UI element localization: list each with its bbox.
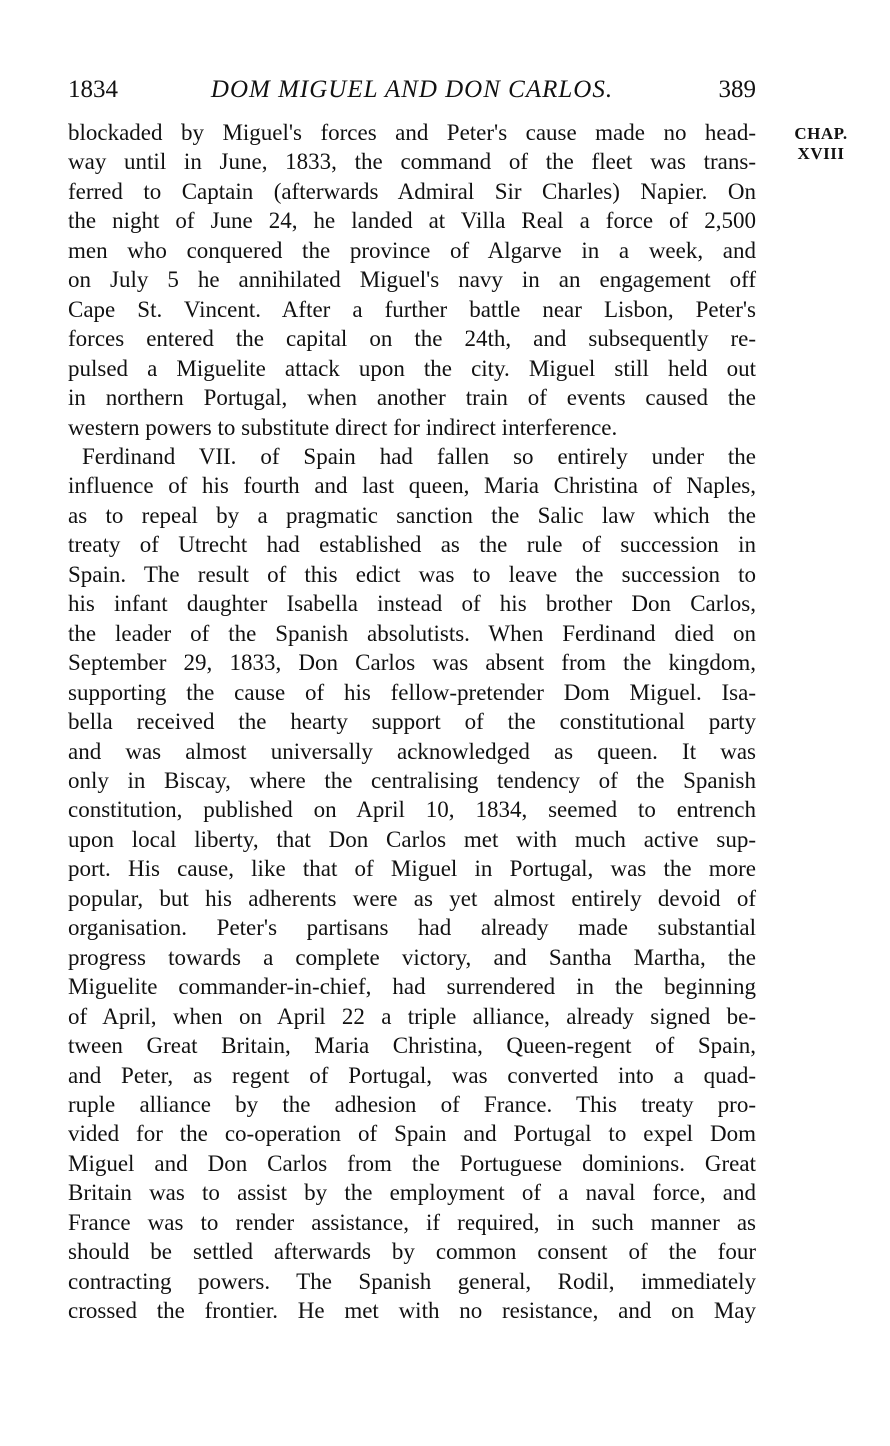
paragraph [68,442,756,1326]
chapter-margin-note [771,124,871,164]
text-line: port. His cause, like that of Miguel in Portugal, was the more [68,856,756,882]
text-line: forces entered the capital on the 24th, and subsequently re- [68,326,756,352]
text-line: Britain was to assist by the employment of a naval force, and [68,1180,756,1206]
text-line: Miguelite commander-in-chief, had surrendered in the beginning [68,974,756,1000]
text-line: only in Biscay, where the centralising tendency of the Spanish [68,767,756,793]
paragraph [68,118,756,442]
text-line: and was almost universally acknowledged as queen. It was [68,738,756,764]
running-title: DOM MIGUEL AND DON CARLOS. [210,76,614,103]
page-header [68,70,756,110]
text-line: the night of June 24, he landed at Villa Real a force of 2,500 [68,208,756,234]
text-line: Ferdinand VII. of Spain had fallen so entirely under the [82,443,756,469]
text-line: treaty of Utrecht had established as the rule of succession in [68,532,756,558]
header-year: 1834 [68,76,118,103]
text-line: France was to render assistance, if required, in such manner as [68,1209,756,1235]
text-line: ruple alliance by the adhesion of France. This treaty pro- [68,1091,756,1117]
text-line: western powers to substitute direct for indirect interference. [68,414,618,440]
text-line: progress towards a complete victory, and Santha Martha, the [68,944,756,970]
text-line: upon local liberty, that Don Carlos met with much active sup- [68,826,756,852]
text-line: his infant daughter Isabella instead of his brother Don Carlos, [68,591,756,617]
text-line: men who conquered the province of Algarve in a week, and [68,237,756,263]
text-line: of April, when on April 22 a triple alliance, already signed be- [68,1003,756,1029]
text-line: pulsed a Miguelite attack upon the city. Miguel still held out [68,355,756,381]
text-line: ferred to Captain (afterwards Admiral Sir Charles) Napier. On [68,178,756,204]
text-line: as to repeal by a pragmatic sanction the Salic law which the [68,502,756,528]
chapter-number: XVIII [797,144,845,163]
text-line: bella received the hearty support of the constitutional party [68,709,756,735]
body-text [68,118,756,1326]
text-line: vided for the co-operation of Spain and Portugal to expel Dom [68,1121,756,1147]
text-line: Spain. The result of this edict was to leave the succession to [68,561,756,587]
text-line: September 29, 1833, Don Carlos was absent from the kingdom, [68,650,756,676]
text-line: the leader of the Spanish absolutists. When Ferdinand died on [68,620,756,646]
chapter-label: CHAP. [794,124,848,143]
text-line: should be settled afterwards by common consent of the four [68,1239,756,1265]
text-line: influence of his fourth and last queen, Maria Christina of Naples, [68,473,756,499]
text-line: Miguel and Don Carlos from the Portuguese dominions. Great [68,1150,756,1176]
text-line: popular, but his adherents were as yet almost entirely devoid of [68,885,756,911]
text-line: organisation. Peter's partisans had already made substantial [68,915,756,941]
page-number: 389 [718,76,756,103]
text-line: constitution, published on April 10, 1834, seemed to entrench [68,797,756,823]
text-line: supporting the cause of his fellow-pretender Dom Miguel. Isa- [68,679,756,705]
text-line: contracting powers. The Spanish general, Rodil, immediately [68,1268,756,1294]
text-line: crossed the frontier. He met with no resistance, and on May [68,1298,756,1324]
text-line: way until in June, 1833, the command of the fleet was trans- [68,149,756,175]
text-line: and Peter, as regent of Portugal, was converted into a quad- [68,1062,756,1088]
text-line: on July 5 he annihilated Miguel's navy in an engagement off [68,267,756,293]
text-line: Cape St. Vincent. After a further battle near Lisbon, Peter's [68,296,756,322]
text-line: blockaded by Miguel's forces and Peter's cause made no head- [68,120,756,145]
text-line: in northern Portugal, when another train of events caused the [68,385,756,411]
text-line: tween Great Britain, Maria Christina, Queen-regent of Spain, [68,1033,756,1059]
